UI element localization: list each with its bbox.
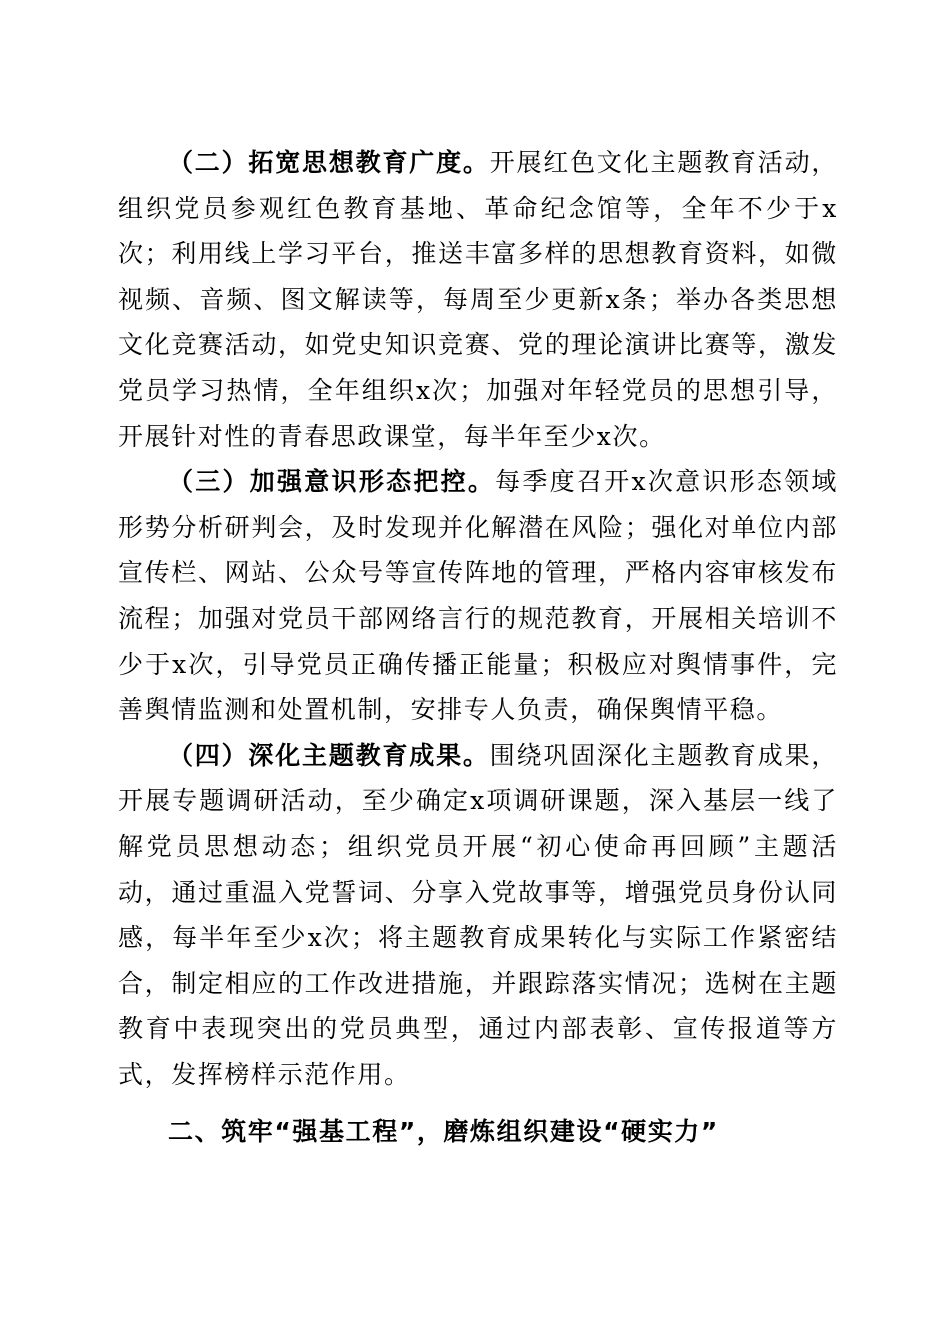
paragraph-theme-education-results (118, 733, 838, 1098)
document-body (118, 140, 838, 1155)
paragraph-text: 开展红色文化主题教育活动，组织党员参观红色教育基地、革命纪念馆等，全年不少于x次；利用线上学习平台，推送丰富多样的思想教育资料，如微视频、音频、图文解读等，每周至少更新x条；举办各类思想文化竞赛活动，如党史知识竞赛、党的理论演讲比赛等，激发党员学习热情，全年组织x次；加强对年轻党员的思想引导，开展针对性的青春思政课堂，每半年至少x次。 (118, 148, 838, 451)
paragraph-lead: （三）加强意识形态把控。 (168, 467, 496, 497)
paragraph-broaden-ideological-education (118, 140, 838, 459)
paragraph-ideology-control (118, 459, 838, 733)
paragraph-text: 每季度召开x次意识形态领域形势分析研判会，及时发现并化解潜在风险；强化对单位内部宣传栏、网站、公众号等宣传阵地的管理，严格内容审核发布流程；加强对党员干部网络言行的规范教育，开展相关培训不少于x次，引导党员正确传播正能量；积极应对舆情事件，完善舆情监测和处置机制，安排专人负责，确保舆情平稳。 (118, 467, 839, 725)
paragraph-lead: （四）深化主题教育成果。 (168, 740, 490, 770)
paragraph-lead: （二）拓宽思想教育广度。 (168, 148, 490, 177)
paragraph-text: 围绕巩固深化主题教育成果，开展专题调研活动，至少确定x项调研课题，深入基层一线了解党员思想动态；组织党员开展“初心使命再回顾”主题活动，通过重温入党誓词、分享入党故事等，增强党员身份认同感，每半年至少x次；将主题教育成果转化与实际工作紧密结合，制定相应的工作改进措施，并跟踪落实情况；选树在主题教育中表现突出的党员典型，通过内部表彰、宣传报道等方式，发挥榜样示范作用。 (118, 740, 838, 1089)
section-heading: 二、筑牢“强基工程”，磨炼组织建设“硬实力” (168, 1117, 719, 1147)
